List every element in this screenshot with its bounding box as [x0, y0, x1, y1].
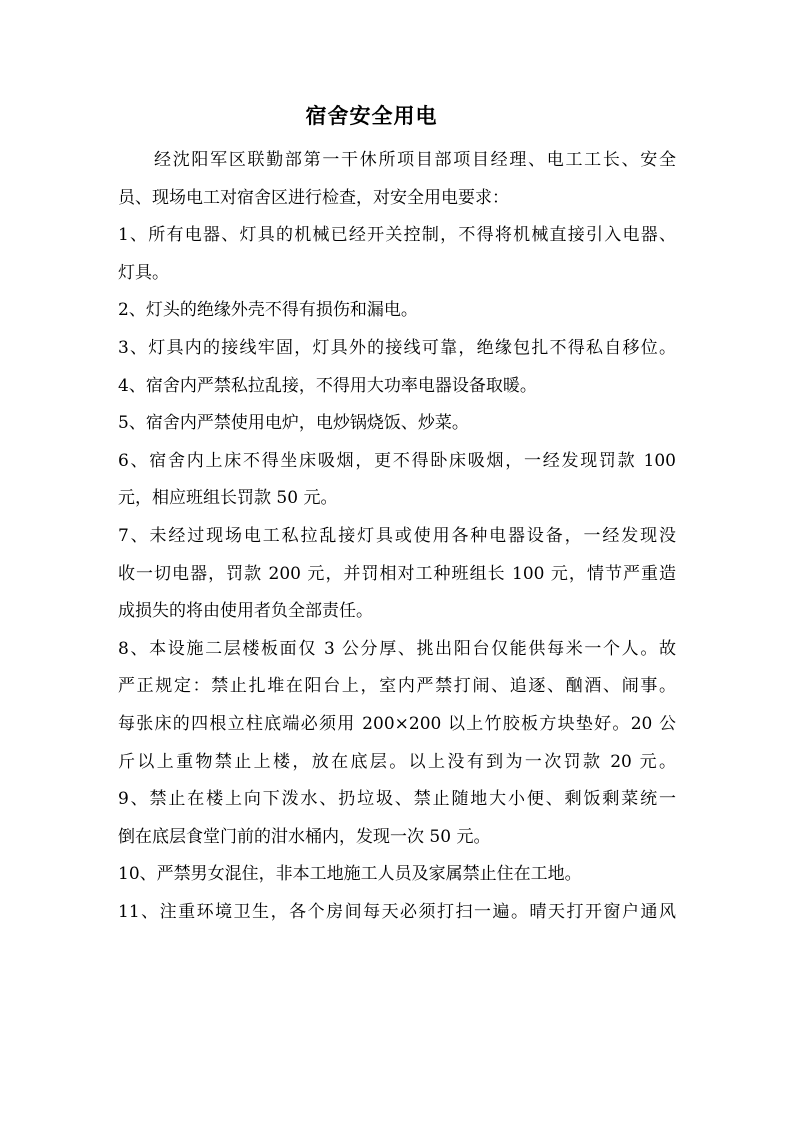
- body-line: 11、注重环境卫生，各个房间每天必须打扫一遍。晴天打开窗户通风: [118, 901, 676, 922]
- body-line: 5、宿舍内严禁使用电炉，电炒锅烧饭、炒菜。: [118, 413, 469, 434]
- body-line: 元，相应班组长罚款 50 元。: [118, 488, 338, 509]
- document-title: 宿舍安全用电: [305, 103, 438, 128]
- body-line: 4、宿舍内严禁私拉乱接，不得用大功率电器设备取暖。: [118, 375, 537, 396]
- body-line: 成损失的将由使用者负全部责任。: [118, 601, 373, 622]
- body-line: 2、灯头的绝缘外壳不得有损伤和漏电。: [118, 300, 418, 321]
- body-line: 员、现场电工对宿舍区进行检查，对安全用电要求：: [118, 187, 509, 208]
- body-line: 8、本设施二层楼板面仅 3 公分厚、挑出阳台仅能供每米一个人。故: [118, 638, 676, 659]
- body-line: 7、未经过现场电工私拉乱接灯具或使用各种电器设备，一经发现没: [118, 525, 676, 546]
- body-line: 经沈阳军区联勤部第一干休所项目部项目经理、电工工长、安全: [154, 150, 676, 170]
- document-body: [118, 142, 676, 931]
- body-line: 10、严禁男女混住，非本工地施工人员及家属禁止住在工地。: [118, 864, 582, 885]
- body-line: 斤以上重物禁止上楼，放在底层。以上没有到为一次罚款 20 元。: [118, 751, 676, 772]
- body-line: 9、禁止在楼上向下泼水、扔垃圾、禁止随地大小便、剩饭剩菜统一: [118, 789, 676, 810]
- body-line: 收一切电器，罚款 200 元，并罚相对工种班组长 100 元，情节严重造: [118, 563, 676, 584]
- body-line: 6、宿舍内上床不得坐床吸烟，更不得卧床吸烟，一经发现罚款 100: [118, 450, 676, 471]
- body-line: 每张床的四根立柱底端必须用 200×200 以上竹胶板方块垫好。20 公: [118, 713, 676, 734]
- body-line: 3、灯具内的接线牢固，灯具外的接线可靠，绝缘包扎不得私自移位。: [118, 337, 676, 358]
- body-line: 严正规定：禁止扎堆在阳台上，室内严禁打闹、追逐、酗酒、闹事。: [118, 676, 676, 697]
- body-line: 倒在底层食堂门前的泔水桶内，发现一次 50 元。: [118, 826, 491, 847]
- body-line: 灯具。: [118, 262, 169, 283]
- body-line: 1、所有电器、灯具的机械已经开关控制，不得将机械直接引入电器、: [118, 225, 676, 246]
